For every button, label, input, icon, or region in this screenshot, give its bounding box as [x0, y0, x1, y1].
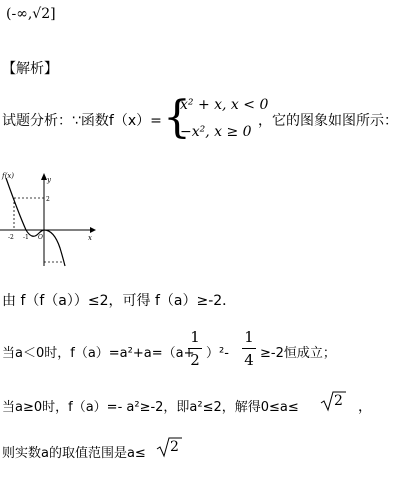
function-graph: [0, 168, 100, 268]
step2-mid: ）²-: [206, 346, 229, 361]
step1-text: 由 f（f（a））≤2，可得 f（a）≥-2．: [2, 293, 237, 309]
fraction-one-half: [188, 328, 202, 369]
step3-tail: ，: [358, 399, 372, 415]
frac1-num: 1: [190, 328, 200, 346]
frac1-bar: [188, 348, 202, 349]
piecewise-case1: x² + x, x < 0: [180, 97, 269, 113]
frac2-bar: [242, 348, 256, 349]
frac2-num: 1: [244, 328, 254, 346]
y-label: y: [47, 176, 51, 184]
x-axis-arrow: [90, 227, 96, 233]
f-label: f(x): [2, 172, 15, 180]
origin-label: O: [38, 234, 43, 241]
frac2-den: 4: [244, 351, 254, 369]
analysis-suffix: ，它的图象如图所示：: [258, 113, 398, 129]
fraction-one-quarter: [242, 328, 256, 369]
piecewise-case2: −x², x ≥ 0: [180, 124, 252, 140]
piecewise-brace: {: [163, 92, 191, 143]
answer-text: (-∞,√2]: [6, 6, 56, 22]
curve-right: [44, 230, 65, 266]
conclusion-text: 则实数a的取值范围是a≤: [2, 446, 146, 461]
sqrt-radicand-conclusion: 2: [170, 439, 179, 455]
x-label: x: [88, 234, 92, 242]
analysis-prefix: 试题分析：∵函数f（x）=: [2, 113, 162, 129]
curve-left: [6, 178, 44, 236]
frac1-den: 2: [190, 351, 200, 369]
sqrt-2-conclusion: [156, 436, 182, 458]
section-label: 【解析】: [2, 61, 58, 77]
step3-text: 当a≥0时，f（a）=- a²≥-2，即a²≤2，解得0≤a≤: [2, 400, 299, 415]
sqrt-2-step3: [320, 390, 346, 412]
sqrt-radicand-step3: 2: [334, 393, 343, 409]
step2-prefix: 当a＜0时，f（a）=a²+a=（a+: [2, 346, 195, 361]
tick-neg2: -2: [8, 234, 14, 241]
tick-neg1: -1: [23, 234, 29, 241]
tick-2: 2: [46, 196, 50, 203]
step2-suffix: ≥-2恒成立；: [260, 346, 336, 361]
